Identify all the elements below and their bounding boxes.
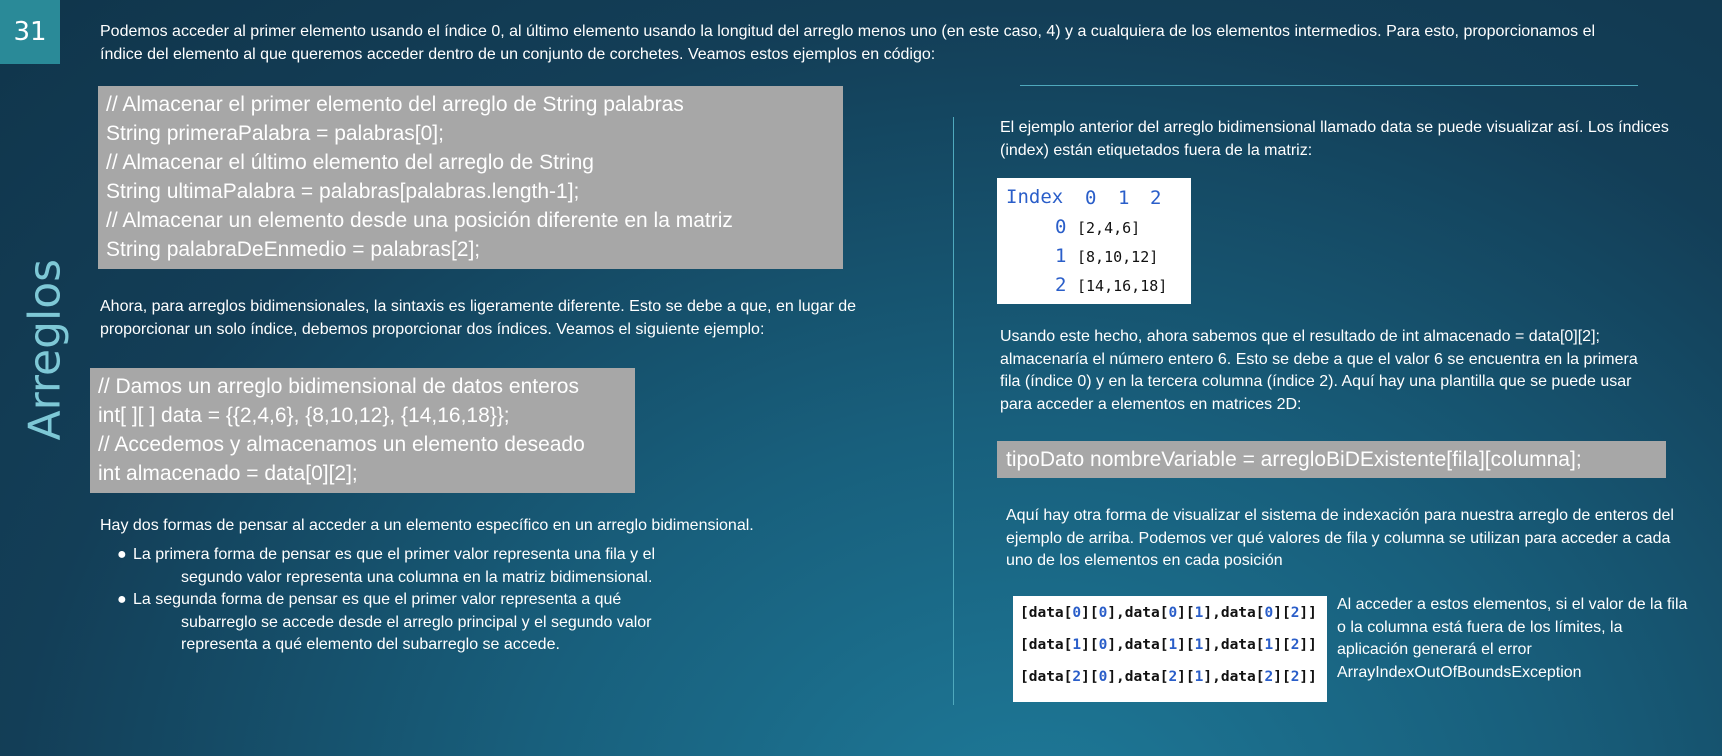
- bullet-text: segundo valor representa una columna en la matriz bidimensional.: [181, 568, 653, 586]
- access-table: [1013, 596, 1327, 702]
- access-row: [data[0][0],data[0][1],data[0][2]]: [1020, 605, 1317, 621]
- list-item: [117, 544, 655, 589]
- column-index: 1: [1118, 187, 1130, 209]
- row-values: [14,16,18]: [1077, 277, 1168, 295]
- intro-paragraph: Podemos acceder al primer elemento usando el índice 0, al último elemento usando la longitud del arreglo menos uno (en este caso, 4) y a cualquiera de los elementos intermedios. Para esto, proporcionamos el índice del elemento al que queremos acceder dentro de un conjunto de corchetes. Veamos estos ejemplos en código:: [100, 23, 1596, 63]
- code-line: // Almacenar el último elemento del arreglo de String: [106, 151, 594, 174]
- code-block-2d-access: [90, 368, 635, 493]
- access-row: [data[1][0],data[1][1],data[1][2]]: [1020, 637, 1317, 653]
- row-index: 0: [1055, 216, 1067, 238]
- code-line: String palabraDeEnmedio = palabras[2];: [106, 238, 481, 261]
- row-index: 1: [1055, 245, 1067, 267]
- index-table: [997, 178, 1191, 304]
- code-line: String primeraPalabra = palabras[0];: [106, 122, 444, 145]
- bullet-list: [117, 544, 655, 657]
- slide-title: Arreglos: [19, 258, 71, 441]
- code-line: // Almacenar el primer elemento del arreglo de String palabras: [106, 93, 684, 116]
- row-values: [8,10,12]: [1077, 248, 1159, 266]
- code-line: String ultimaPalabra = palabras[palabras.length-1];: [106, 180, 580, 203]
- column-index: 0: [1085, 187, 1097, 209]
- template-code-block: tipoDato nombreVariable = arregloBiDExistente[fila][columna];: [997, 441, 1666, 478]
- slide-number: 31: [0, 0, 60, 64]
- other-way-paragraph: Aquí hay otra forma de visualizar el sistema de indexación para nuestra arreglo de enteros del ejemplo de arriba. Podemos ver qué valores de fila y columna se utilizan para acceder a cada uno de los elementos en cada posición: [1006, 507, 1674, 569]
- bullet-icon: ●: [117, 591, 127, 608]
- code-line: int almacenado = data[0][2];: [98, 462, 358, 485]
- access-row: [data[2][0],data[2][1],data[2][2]]: [1020, 669, 1317, 685]
- list-item: [117, 589, 655, 657]
- bullet-text: representa a qué elemento del subarreglo se accede.: [181, 636, 560, 653]
- ways-intro: Hay dos formas de pensar al acceder a un elemento específico en un arreglo bidimensional.: [100, 517, 754, 534]
- code-line: // Almacenar un elemento desde una posición diferente en la matriz: [106, 209, 733, 232]
- visualize-paragraph: El ejemplo anterior del arreglo bidimensional llamado data se puede visualizar así. Los índices (index) están etiquetados fuera de la matriz:: [1000, 119, 1669, 159]
- bounds-note: Al acceder a estos elementos, si el valor de la fila o la columna está fuera de los límites, la aplicación generará el error ArrayIndexOutOfBoundsException: [1337, 596, 1688, 681]
- column-index: 2: [1150, 187, 1162, 209]
- code-line: // Damos un arreglo bidimensional de datos enteros: [98, 375, 579, 398]
- bullet-icon: ●: [117, 546, 127, 563]
- bidimensional-intro: Ahora, para arreglos bidimensionales, la sintaxis es ligeramente diferente. Esto se debe a que, en lugar de proporcionar un solo índice, debemos proporcionar dos índices. Veamos el siguiente ejemplo:: [100, 298, 857, 338]
- index-header: Index: [1006, 186, 1064, 208]
- bullet-text: subarreglo se accede desde el arreglo principal y el segundo valor: [181, 613, 652, 631]
- code-line: int[ ][ ] data = {{2,4,6}, {8,10,12}, {14,16,18}};: [98, 404, 510, 427]
- row-index: 2: [1055, 274, 1067, 296]
- row-values: [2,4,6]: [1077, 219, 1141, 237]
- bullet-text: La segunda forma de pensar es que el primer valor representa a qué: [133, 591, 622, 608]
- top-divider: [1020, 85, 1638, 86]
- code-block-1d-access: [98, 86, 843, 269]
- fact-paragraph: Usando este hecho, ahora sabemos que el resultado de int almacenado = data[0][2]; almacenaría el número entero 6. Esto se debe a que el valor 6 se encuentra en la primera fila (índice 0) y en la tercera columna (índice 2). Aquí hay una plantilla que se puede usar para acceder a elementos en matrices 2D:: [1000, 328, 1638, 413]
- bullet-text: La primera forma de pensar es que el primer valor representa una fila y el: [133, 546, 656, 563]
- column-divider: [953, 117, 954, 705]
- code-line: // Accedemos y almacenamos un elemento deseado: [98, 433, 585, 456]
